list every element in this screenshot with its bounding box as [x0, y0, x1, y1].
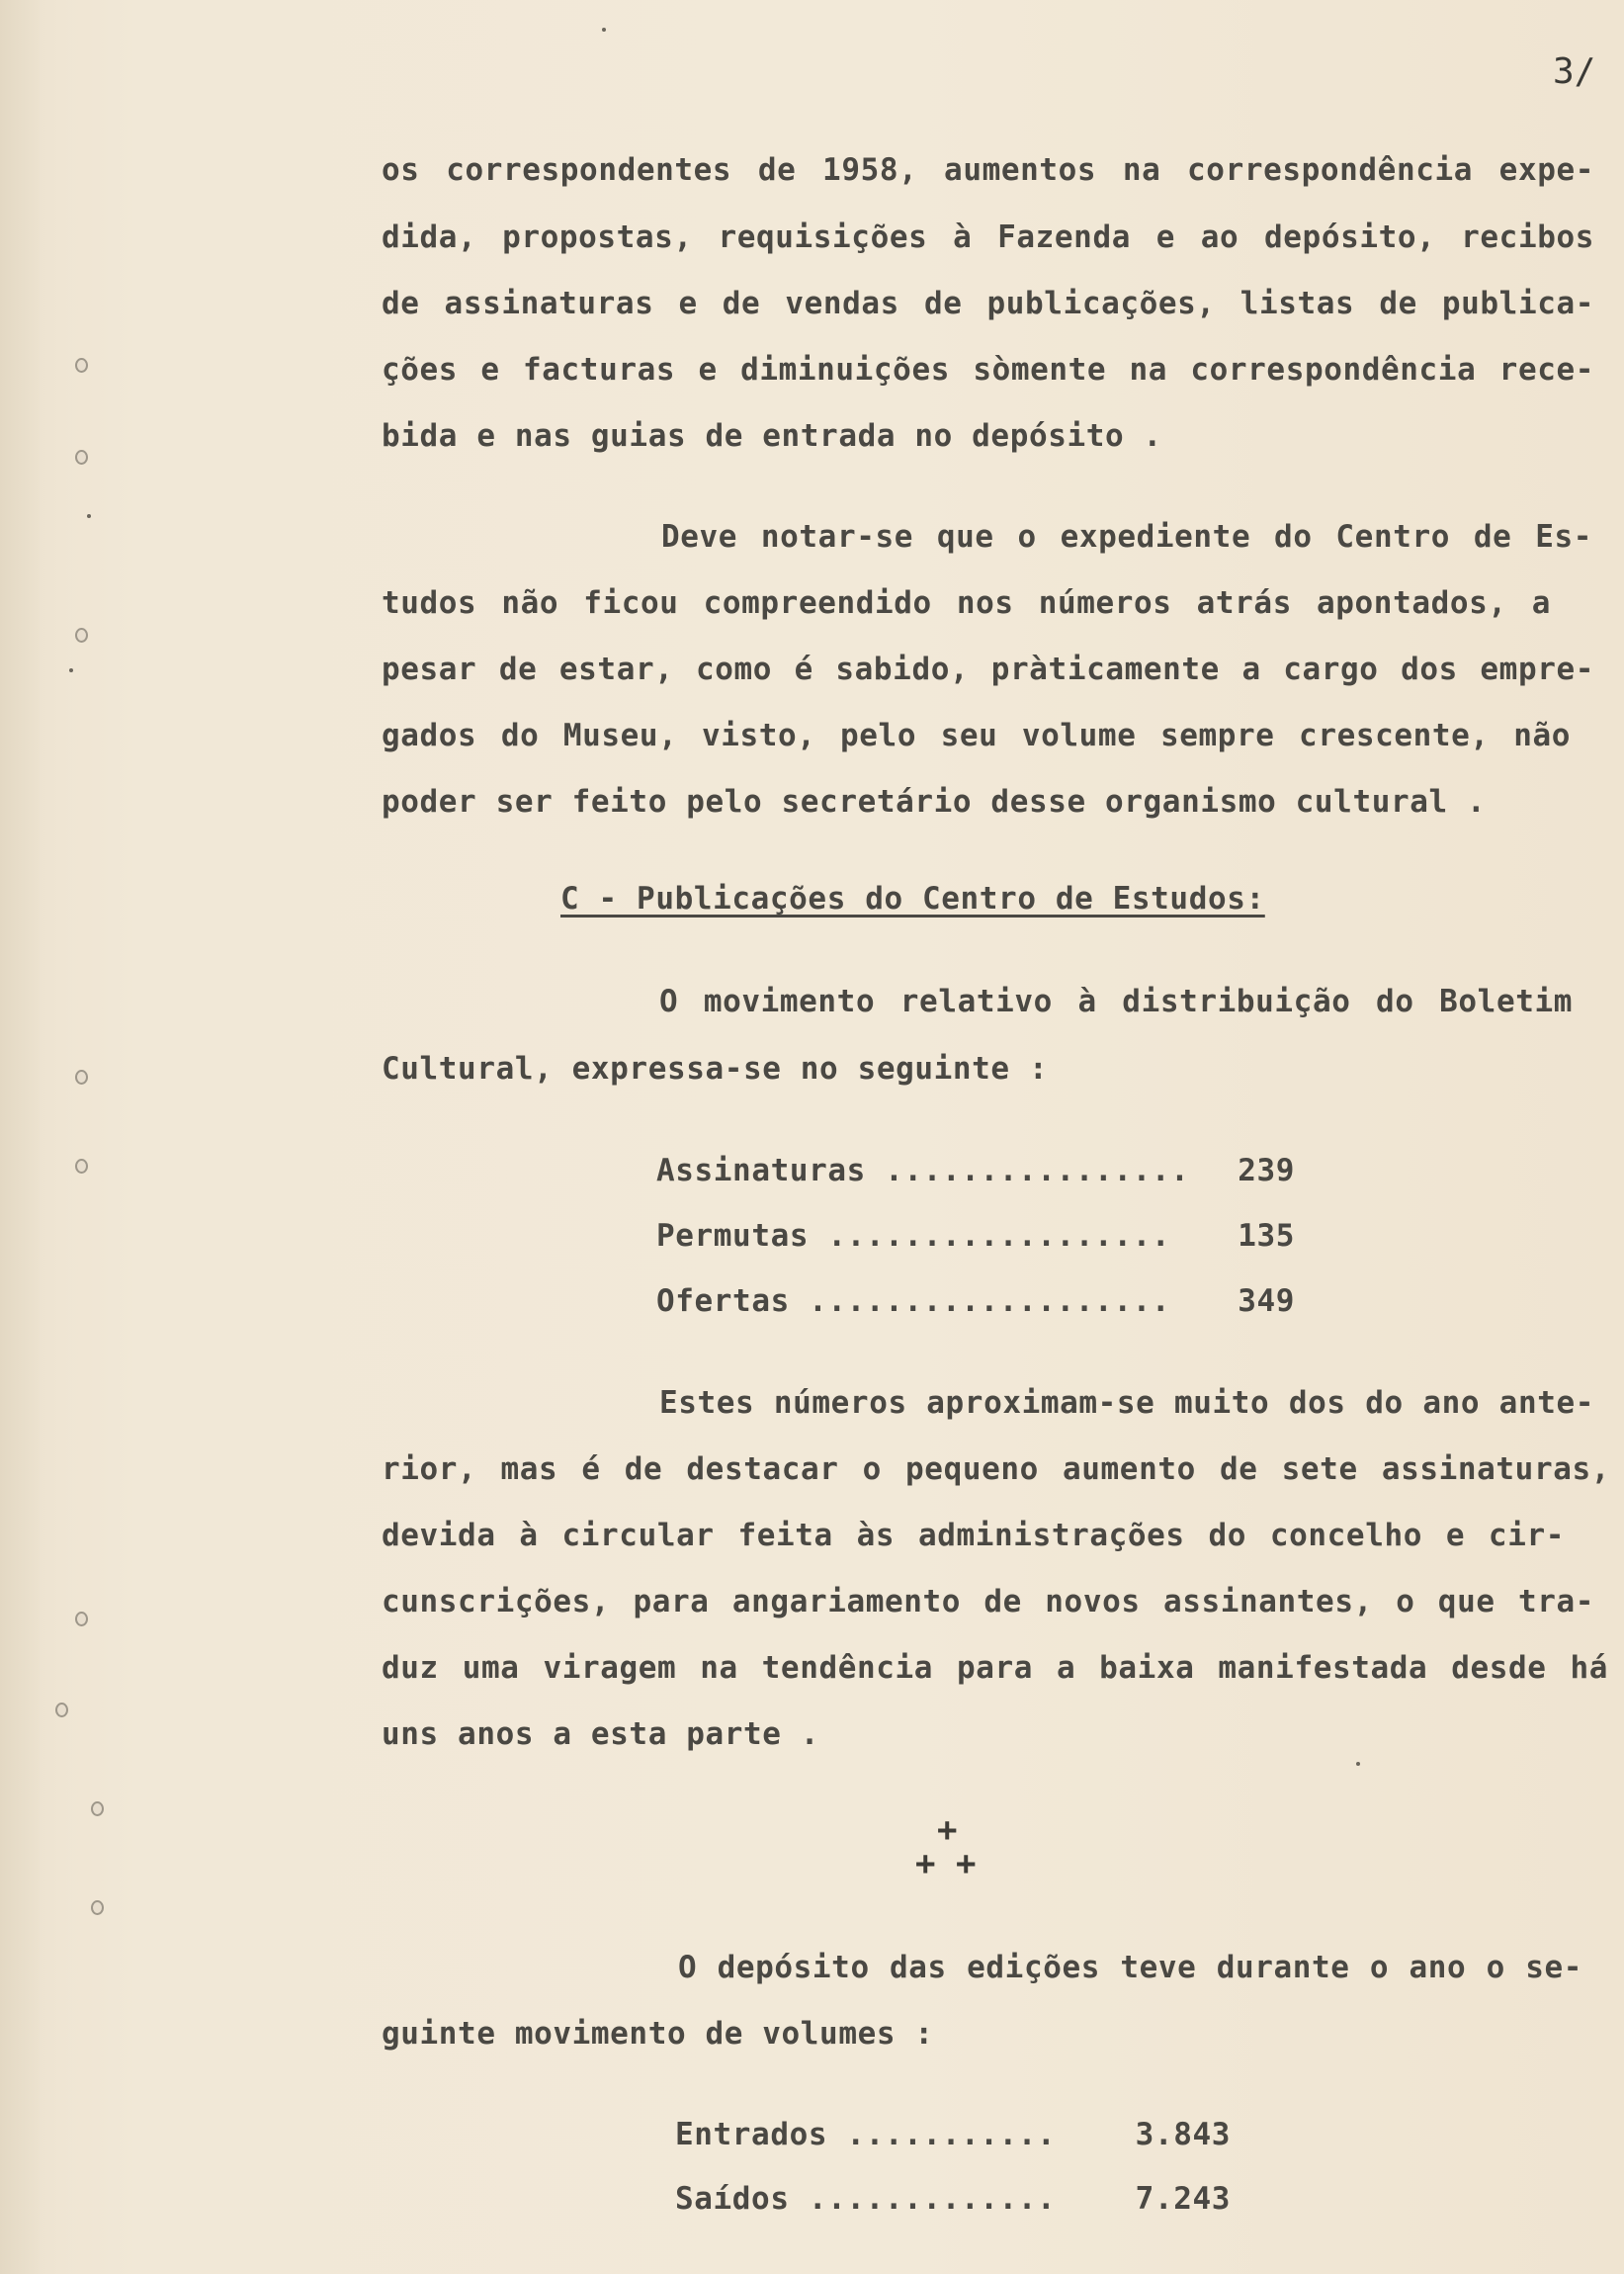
volumes-value: 7.243	[1135, 2181, 1231, 2217]
distribution-row	[656, 1283, 1295, 1319]
section-heading: C - Publicações do Centro de Estudos:	[560, 881, 1265, 917]
distribution-label: Permutas ..................	[656, 1218, 1171, 1254]
paper-speck	[87, 514, 91, 518]
paragraph-2-line-4: gados do Museu, visto, pelo seu volume sempre crescente, não	[382, 718, 1571, 753]
distribution-row	[656, 1153, 1295, 1188]
distribution-row	[656, 1218, 1295, 1254]
distribution-value: 135	[1238, 1218, 1295, 1254]
punch-hole	[75, 628, 88, 643]
page-number: 3/	[1553, 51, 1596, 92]
paragraph-1-line-1: os correspondentes de 1958, aumentos na correspondência expe-	[382, 152, 1594, 188]
paragraph-1-line-2: dida, propostas, requisições à Fazenda e ao depósito, recibos	[382, 219, 1594, 255]
distribution-value: 239	[1238, 1153, 1295, 1188]
volumes-label: Saídos .............	[675, 2181, 1057, 2217]
punch-hole	[75, 1159, 88, 1174]
paragraph-4-line-3: devida à circular feita às administrações do concelho e cir-	[382, 1518, 1565, 1553]
paragraph-3-line-1: O movimento relativo à distribuição do Boletim	[659, 984, 1573, 1019]
paragraph-1-line-4: ções e facturas e diminuições sòmente na correspondência rece-	[382, 352, 1594, 388]
paragraph-4-line-4: cunscrições, para angariamento de novos assinantes, o que tra-	[382, 1584, 1594, 1619]
volumes-row	[675, 2117, 1231, 2152]
distribution-value: 349	[1238, 1283, 1295, 1319]
paragraph-4-line-6: uns anos a esta parte .	[382, 1716, 820, 1752]
paragraph-4-line-2: rior, mas é de destacar o pequeno aumento de sete assinaturas,	[382, 1451, 1610, 1487]
punch-hole	[91, 1900, 104, 1915]
paper-speck	[602, 28, 606, 32]
paragraph-2-line-2: tudos não ficou compreendido nos números atrás apontados, a	[382, 585, 1551, 621]
paragraph-4-line-1: Estes números aproximam-se muito dos do ano ante-	[659, 1385, 1594, 1421]
distribution-label: Assinaturas ................	[656, 1153, 1190, 1188]
punch-hole	[75, 1612, 88, 1626]
paper-speck	[69, 668, 73, 672]
paragraph-2-line-3: pesar de estar, como é sabido, pràticamente a cargo dos empre-	[382, 652, 1594, 687]
paragraph-1-line-5: bida e nas guias de entrada no depósito .	[382, 418, 1162, 454]
separator-top: +	[937, 1810, 958, 1850]
separator-bottom: + +	[915, 1844, 977, 1883]
paper-speck	[1356, 1762, 1360, 1766]
volumes-value: 3.843	[1135, 2117, 1231, 2152]
volumes-label: Entrados ...........	[675, 2117, 1057, 2152]
volumes-row	[675, 2181, 1231, 2217]
punch-hole	[75, 358, 88, 373]
binding-edge	[0, 0, 40, 2274]
paragraph-5-line-1: O depósito das edições teve durante o ano o se-	[678, 1950, 1582, 1985]
paragraph-2-line-5: poder ser feito pelo secretário desse organismo cultural .	[382, 784, 1487, 820]
punch-hole	[91, 1801, 104, 1816]
paragraph-1-line-3: de assinaturas e de vendas de publicações, listas de publica-	[382, 286, 1594, 321]
paragraph-3-line-2: Cultural, expressa-se no seguinte :	[382, 1051, 1049, 1087]
punch-hole	[75, 1070, 88, 1085]
paragraph-2-line-1: Deve notar-se que o expediente do Centro de Es-	[661, 519, 1592, 555]
paragraph-4-line-5: duz uma viragem na tendência para a baixa manifestada desde há	[382, 1650, 1608, 1686]
paragraph-5-line-2: guinte movimento de volumes :	[382, 2016, 934, 2052]
distribution-label: Ofertas ...................	[656, 1283, 1171, 1319]
punch-hole	[75, 450, 88, 465]
punch-hole	[55, 1703, 68, 1717]
